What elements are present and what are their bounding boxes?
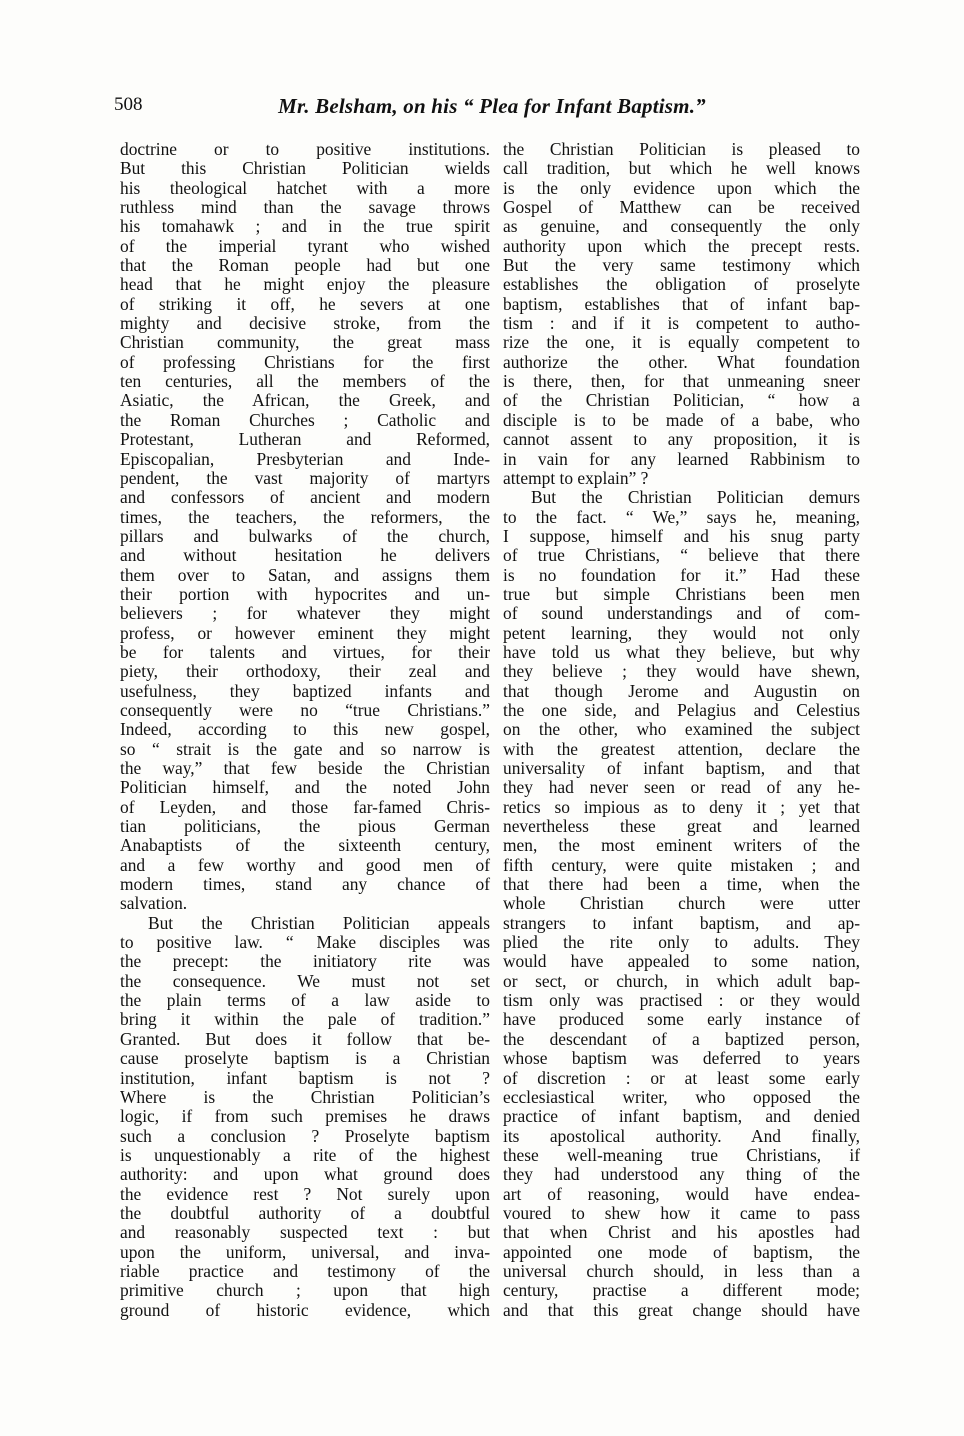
text-line: pendent, the vast majority of martyrs <box>120 467 490 488</box>
text-line: But the Christian Politician demurs <box>531 487 860 508</box>
text-line: that though Jerome and Augustin on <box>503 680 860 701</box>
running-title: Mr. Belsham, on his “ Plea for Infant Baptism.” <box>278 94 706 118</box>
text-line: is no foundation for it.” Had these <box>503 564 860 585</box>
text-line: practice of infant baptism, and denied <box>503 1106 860 1127</box>
text-line: tism only was practised : or they would <box>503 990 860 1011</box>
text-line: whose baptism was deferred to years <box>503 1048 860 1069</box>
text-line: be for talents and virtues, for their <box>120 641 490 662</box>
text-line: strangers to infant baptism, and ap- <box>503 912 860 933</box>
text-line: tism : and if it is competent to autho- <box>503 313 860 334</box>
text-line: Granted. But does it follow that be- <box>120 1028 490 1049</box>
text-line: with the greatest attention, declare the <box>503 738 860 759</box>
text-line: of the Christian Politician, “ how a <box>503 390 860 411</box>
text-line: of striking it off, he severs at one <box>120 293 490 314</box>
text-line: voured to shew how it came to pass <box>503 1202 860 1223</box>
text-line: of sound understandings and of com- <box>503 603 860 624</box>
text-line: authority: and upon what ground does <box>120 1164 490 1185</box>
text-line: century, practise a different mode; <box>503 1280 860 1301</box>
text-line: But the very same testimony which <box>503 255 860 276</box>
text-line: primitive church ; upon that high <box>120 1280 490 1301</box>
text-line: usefulness, they baptized infants and <box>120 680 490 701</box>
text-line: they had understood any thing of the <box>503 1164 860 1185</box>
text-line: and confessors of ancient and modern <box>120 487 490 508</box>
page-header <box>112 94 872 124</box>
text-line: salvation. <box>120 893 188 914</box>
text-line: institution, infant baptism is not ? <box>120 1067 490 1088</box>
text-line: piety, their orthodoxy, their zeal and <box>120 661 490 682</box>
text-line: times, the teachers, the reformers, the <box>120 506 490 527</box>
text-line: head that he might enjoy the pleasure <box>120 274 490 295</box>
text-line: that when Christ and his apostles had <box>503 1222 860 1243</box>
text-line: logic, if from such premises he draws <box>120 1106 490 1127</box>
text-line: of true Christians, “ believe that there <box>503 545 860 566</box>
text-line: pillars and bulwarks of the church, <box>120 525 490 546</box>
text-line: bring it within the pale of tradition.” <box>120 1009 490 1030</box>
text-line: of Leyden, and those far-famed Chris- <box>120 796 490 817</box>
text-line: the Christian Politician is pleased to <box>503 139 860 159</box>
text-line: establishes the obligation of proselyte <box>503 274 860 295</box>
text-line: and a few worthy and good men of <box>120 854 490 875</box>
text-line: But the Christian Politician appeals <box>148 912 490 933</box>
text-line: tian politicians, the pious German <box>120 816 490 837</box>
text-line: consequently were no “true Christians.” <box>120 699 490 720</box>
text-line: of the imperial tyrant who wished <box>120 235 490 256</box>
text-line: Anabaptists of the sixteenth century, <box>120 835 490 856</box>
text-line: baptism, establishes that of infant bap- <box>503 293 860 314</box>
text-line: plied the rite only to adults. They <box>503 932 860 953</box>
text-line: the consequence. We must not set <box>120 970 490 991</box>
text-line: mighty and decisive stroke, from the <box>120 313 490 334</box>
text-line: his theological hatchet with a more <box>120 177 490 198</box>
text-line: Where is the Christian Politician’s <box>120 1086 490 1107</box>
text-line: believers ; for whatever they might <box>120 603 490 624</box>
text-line: in vain for any learned Rabbinism to <box>503 448 860 469</box>
text-line: have told us what they believe, but why <box>503 641 860 662</box>
text-line: ecclesiastical writer, who opposed the <box>503 1086 860 1107</box>
text-line: that the Roman people had but one <box>120 255 490 276</box>
text-line: that there had been a time, when the <box>503 874 860 895</box>
text-line: attempt to explain” ? <box>503 467 649 488</box>
text-line: is there, then, for that unmeaning sneer <box>503 371 860 392</box>
text-line: is the only evidence upon which the <box>503 177 860 198</box>
text-line: of professing Christians for the first <box>120 351 490 372</box>
text-line: disciple is to be made of a babe, who <box>503 409 860 430</box>
text-line: these well-meaning true Christians, if <box>503 1144 860 1165</box>
text-line: call tradition, but which he well knows <box>503 158 860 179</box>
text-line: have produced some early instance of <box>503 1009 860 1030</box>
text-line: the evidence rest ? Not surely upon <box>120 1183 490 1204</box>
text-line: and that this great change should have <box>503 1299 860 1320</box>
text-line: art of reasoning, would have endea- <box>503 1183 860 1204</box>
text-line: and without hesitation he delivers <box>120 545 490 566</box>
text-line: Protestant, Lutheran and Reformed, <box>120 429 490 450</box>
text-line: the way,” that few beside the Christian <box>120 758 490 778</box>
text-line: as genuine, and consequently the only <box>503 216 860 237</box>
text-line: true but simple Christians been men <box>503 583 860 604</box>
text-line: they had never seen or read of any he- <box>503 777 860 798</box>
text-line: ruthless mind than the savage throws <box>120 197 490 218</box>
text-line: men, the most eminent writers of the <box>503 835 860 856</box>
text-line: to positive law. “ Make disciples was <box>120 932 490 953</box>
text-line: the one side, and Pelagius and Celestius <box>503 699 860 720</box>
text-line: its apostolical authority. And finally, <box>503 1125 860 1146</box>
text-line: the precept: the initiatory rite was <box>120 951 490 972</box>
text-line: ground of historic evidence, which <box>120 1299 490 1320</box>
text-line: But this Christian Politician wields <box>120 158 490 179</box>
text-line: such a conclusion ? Proselyte baptism <box>120 1125 490 1146</box>
text-line: Gospel of Matthew can be received <box>503 197 860 218</box>
text-line: Asiatic, the African, the Greek, and <box>120 390 490 411</box>
text-line: retics so impious as to deny it ; yet that <box>503 796 860 817</box>
text-line: them over to Satan, and assigns them <box>120 564 490 585</box>
text-line: the descendant of a baptized person, <box>503 1028 860 1049</box>
page-number: 508 <box>114 94 143 115</box>
text-line: on the other, who examined the subject <box>503 719 860 740</box>
text-line: upon the uniform, universal, and inva- <box>120 1241 490 1262</box>
right-column <box>503 140 860 1320</box>
text-line: authorize the other. What foundation <box>503 351 860 372</box>
text-line: profess, or however eminent they might <box>120 622 490 643</box>
text-line: rize the one, it is equally competent to <box>503 332 860 353</box>
text-line: Indeed, according to this new gospel, <box>120 719 490 740</box>
text-line: so “ strait is the gate and so narrow is <box>120 738 490 759</box>
text-line: their portion with hypocrites and un- <box>120 583 490 604</box>
text-line: riable practice and testimony of the <box>120 1260 490 1281</box>
text-line: universality of infant baptism, and that <box>503 758 860 778</box>
text-line: the doubtful authority of a doubtful <box>120 1202 490 1223</box>
text-line: nevertheless these great and learned <box>503 816 860 837</box>
text-line: authority upon which the precept rests. <box>503 235 860 256</box>
text-line: I suppose, himself and his snug party <box>503 525 860 546</box>
text-line: ten centuries, all the members of the <box>120 371 490 392</box>
text-line: and reasonably suspected text : but <box>120 1222 490 1243</box>
text-line: his tomahawk ; and in the true spirit <box>120 216 490 237</box>
text-line: cannot assent to any proposition, it is <box>503 429 860 450</box>
text-line: whole Christian church were utter <box>503 893 860 914</box>
text-line: the plain terms of a law aside to <box>120 990 490 1011</box>
text-line: universal church should, in less than a <box>503 1260 860 1281</box>
text-line: or sect, or church, in which adult bap- <box>503 970 860 991</box>
text-line: would have appealed to some nation, <box>503 951 860 972</box>
text-line: Episcopalian, Presbyterian and Inde- <box>120 448 490 469</box>
text-line: fifth century, were quite mistaken ; and <box>503 854 860 875</box>
text-line: of discretion : or at least some early <box>503 1067 860 1088</box>
text-line: cause proselyte baptism is a Christian <box>120 1048 490 1069</box>
text-line: modern times, stand any chance of <box>120 874 490 895</box>
text-line: Christian community, the great mass <box>120 332 490 353</box>
left-column <box>120 140 490 1320</box>
text-line: is unquestionably a rite of the highest <box>120 1144 490 1165</box>
text-line: the Roman Churches ; Catholic and <box>120 409 490 430</box>
text-line: they believe ; they would have shewn, <box>503 661 860 682</box>
text-line: Politician himself, and the noted John <box>120 777 490 798</box>
text-line: doctrine or to positive institutions. <box>120 139 490 159</box>
text-line: appointed one mode of baptism, the <box>503 1241 860 1262</box>
text-line: petent learning, they would not only <box>503 622 860 643</box>
text-line: to the fact. “ We,” says he, meaning, <box>503 506 860 527</box>
